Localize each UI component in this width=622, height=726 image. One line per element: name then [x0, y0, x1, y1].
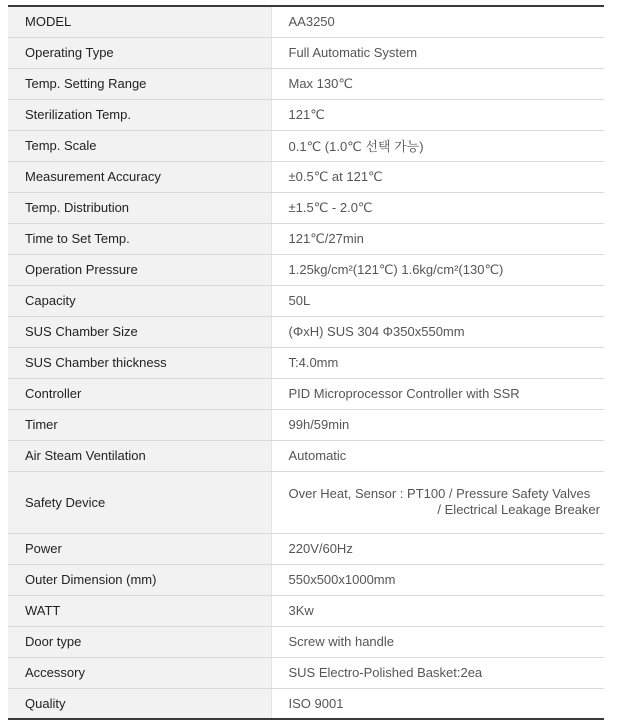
- spec-label-chamber-thickness: SUS Chamber thickness: [8, 347, 271, 378]
- spec-label-chamber-size: SUS Chamber Size: [8, 316, 271, 347]
- table-row: [8, 130, 604, 161]
- spec-label-controller: Controller: [8, 378, 271, 409]
- spec-label-capacity: Capacity: [8, 285, 271, 316]
- spec-value-sterilization-temp: 121℃: [271, 99, 604, 130]
- spec-label-time-to-set-temp: Time to Set Temp.: [8, 223, 271, 254]
- spec-label-operation-pressure: Operation Pressure: [8, 254, 271, 285]
- table-row: [8, 626, 604, 657]
- spec-value-operating-type: Full Automatic System: [271, 37, 604, 68]
- spec-label-door-type: Door type: [8, 626, 271, 657]
- table-row: [8, 223, 604, 254]
- table-row: [8, 161, 604, 192]
- table-row: [8, 409, 604, 440]
- spec-label-timer: Timer: [8, 409, 271, 440]
- table-row: [8, 440, 604, 471]
- spec-value-temp-scale: 0.1℃ (1.0℃ 선택 가능): [271, 130, 604, 161]
- spec-label-measurement-accuracy: Measurement Accuracy: [8, 161, 271, 192]
- spec-value-time-to-set-temp: 121℃/27min: [271, 223, 604, 254]
- spec-label-temp-distribution: Temp. Distribution: [8, 192, 271, 223]
- table-row: [8, 192, 604, 223]
- spec-value-outer-dimension: 550x500x1000mm: [271, 564, 604, 595]
- spec-value-air-steam-ventilation: Automatic: [271, 440, 604, 471]
- spec-value-model: AA3250: [271, 6, 604, 37]
- table-row: [8, 564, 604, 595]
- spec-value-chamber-thickness: T:4.0mm: [271, 347, 604, 378]
- spec-label-temp-setting-range: Temp. Setting Range: [8, 68, 271, 99]
- spec-label-sterilization-temp: Sterilization Temp.: [8, 99, 271, 130]
- table-row: [8, 471, 604, 533]
- table-row: [8, 347, 604, 378]
- spec-value-quality: ISO 9001: [271, 688, 604, 719]
- table-row: [8, 688, 604, 719]
- table-row: [8, 378, 604, 409]
- spec-label-outer-dimension: Outer Dimension (mm): [8, 564, 271, 595]
- spec-label-watt: WATT: [8, 595, 271, 626]
- table-row: [8, 37, 604, 68]
- safety-device-line-2: / Electrical Leakage Breaker: [437, 502, 600, 517]
- table-row: [8, 6, 604, 37]
- spec-value-chamber-size: (ΦxH) SUS 304 Φ350x550mm: [271, 316, 604, 347]
- spec-value-operation-pressure: 1.25kg/cm²(121℃) 1.6kg/cm²(130℃): [271, 254, 604, 285]
- spec-table: [8, 5, 604, 720]
- table-row: [8, 99, 604, 130]
- table-row: [8, 316, 604, 347]
- table-row: [8, 533, 604, 564]
- spec-label-air-steam-ventilation: Air Steam Ventilation: [8, 440, 271, 471]
- spec-value-measurement-accuracy: ±0.5℃ at 121℃: [271, 161, 604, 192]
- safety-device-line-1: Over Heat, Sensor : PT100 / Pressure Safety Valves: [288, 486, 591, 501]
- spec-value-door-type: Screw with handle: [271, 626, 604, 657]
- spec-value-safety-device: [271, 471, 604, 533]
- spec-label-accessory: Accessory: [8, 657, 271, 688]
- spec-label-operating-type: Operating Type: [8, 37, 271, 68]
- spec-label-quality: Quality: [8, 688, 271, 719]
- spec-value-timer: 99h/59min: [271, 409, 604, 440]
- spec-value-watt: 3Kw: [271, 595, 604, 626]
- table-row: [8, 254, 604, 285]
- spec-value-controller: PID Microprocessor Controller with SSR: [271, 378, 604, 409]
- table-row: [8, 285, 604, 316]
- spec-value-temp-setting-range: Max 130℃: [271, 68, 604, 99]
- spec-value-temp-distribution: ±1.5℃ - 2.0℃: [271, 192, 604, 223]
- table-row: [8, 595, 604, 626]
- spec-label-model: MODEL: [8, 6, 271, 37]
- spec-value-power: 220V/60Hz: [271, 533, 604, 564]
- spec-value-capacity: 50L: [271, 285, 604, 316]
- spec-value-accessory: SUS Electro-Polished Basket:2ea: [271, 657, 604, 688]
- table-row: [8, 657, 604, 688]
- table-row: [8, 68, 604, 99]
- spec-label-temp-scale: Temp. Scale: [8, 130, 271, 161]
- spec-label-power: Power: [8, 533, 271, 564]
- spec-label-safety-device: Safety Device: [8, 471, 271, 533]
